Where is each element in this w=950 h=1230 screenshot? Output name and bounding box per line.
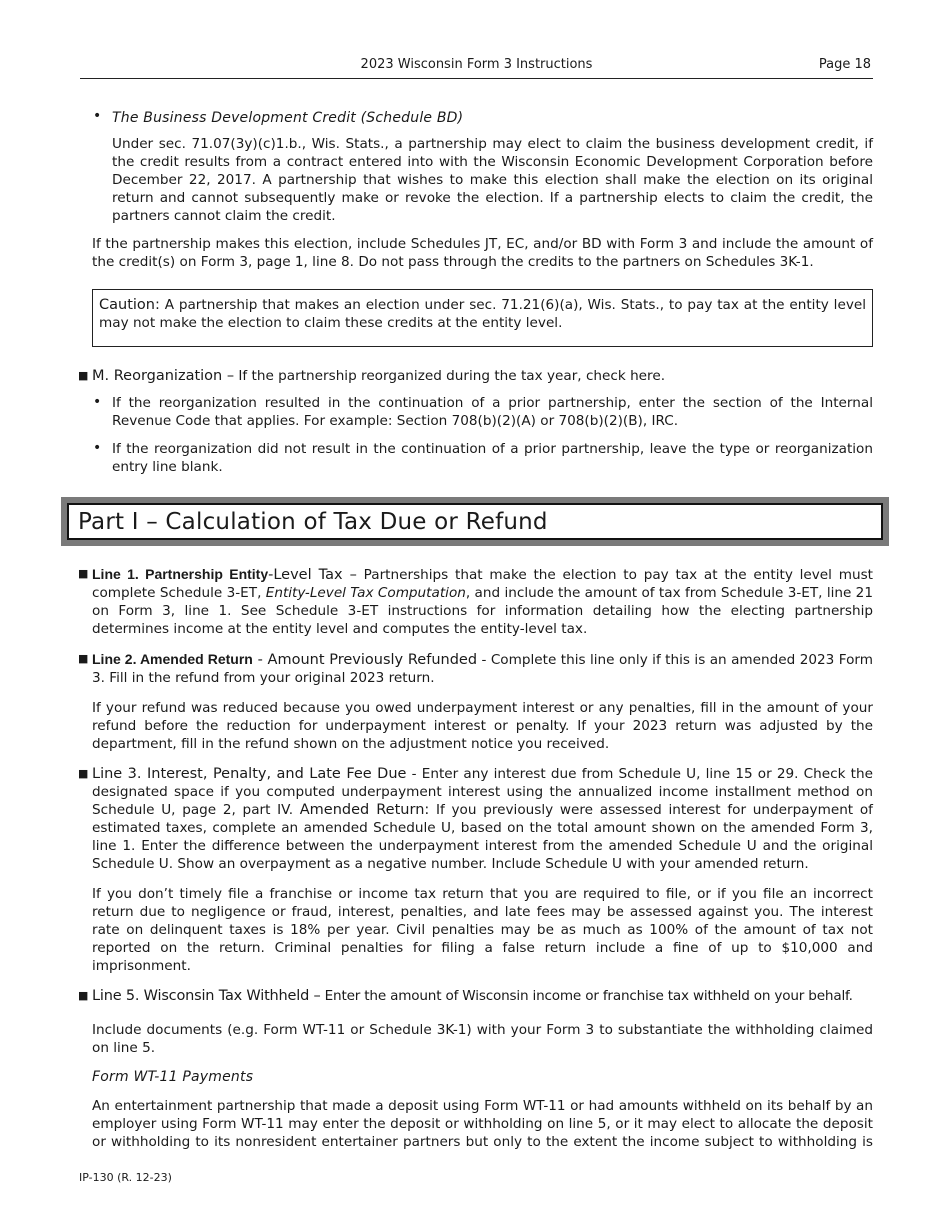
election-note: If the partnership makes this election, include Schedules JT, EC, and/or BD with Form 3 and include the amount of the credit(s) on Form 3, page 1, line 8. Do not pass through the credits to the partners on Schedules 3K-1. (92, 236, 873, 270)
line-3-text-2: If you previously were assessed interest for underpayment of estimated taxes, complete an amended Schedule U, based on the total amount shown on the amended Form 3, line 1. Enter the difference between the underpayment interest from the amended Schedule U and the original Schedule U. Show an overpayment as a negative number. Include Schedule U with your amended return. (92, 802, 873, 872)
bullet-icon: • (93, 108, 102, 124)
square-bullet-icon: ■ (78, 652, 89, 665)
page-header (80, 56, 873, 79)
line-3-text: - Enter any interest due from Schedule U, line 15 or 29. Check the designated space if you computed underpayment interest using the annualized income installment method on Schedule U, page 2, part IV. (92, 766, 873, 818)
bullet-icon: • (93, 440, 102, 456)
bd-credit-title: The Business Development Credit (Schedule BD) (112, 110, 464, 126)
line-1-item (80, 565, 873, 638)
line-1-bold-label: Line 1. Partnership Entity (92, 566, 269, 582)
part-i-section (80, 565, 873, 1151)
line-1-text-end: , and include the amount of tax from Schedule 3-ET, line 21 on Form 3, line 1. See Schedule 3-ET instructions for information detailing how the electing partnership determines income at the entity level and computes the entity-level tax. (92, 585, 873, 637)
part-i-banner (61, 497, 889, 546)
line-2-paragraph: If your refund was reduced because you owed underpayment interest or any penalties, fill in the amount of your refund before the reduction for underpayment interest or penalty. If your 2023 return was adjusted by the department, fill in the refund shown on the adjustment notice you received. (92, 700, 873, 752)
line-5-item (80, 987, 873, 1005)
part-i-heading: Part I – Calculation of Tax Due or Refund (67, 503, 883, 540)
reorganization-item (80, 367, 873, 385)
line-2-text: - Complete this line only if this is an amended 2023 Form 3. Fill in the refund from your original 2023 return. (92, 652, 873, 686)
bd-credit-bullet (80, 108, 873, 128)
reorganization-text: If the partnership reorganized during the tax year, check here. (234, 368, 666, 384)
line-5-text: Enter the amount of Wisconsin income or franchise tax withheld on your behalf. (320, 988, 853, 1004)
amended-return-label: Amended Return: (299, 802, 430, 818)
line-5-label: Line 5. Wisconsin Tax Withheld – (92, 988, 321, 1004)
square-bullet-icon: ■ (78, 369, 89, 382)
reorg-bullet-1: If the reorganization resulted in the continuation of a prior partnership, enter the section of the Internal Revenue Code that applies. For example: Section 708(b)(2)(A) or 708(b)(2)(B), IRC. (112, 395, 873, 429)
reorg-bullet-2: If the reorganization did not result in the continuation of a prior partnership, leave the type or reorganization entry line blank. (112, 441, 873, 475)
top-section (80, 108, 873, 476)
line-1-label: -Level Tax – (268, 567, 357, 583)
line-3-item (80, 765, 873, 873)
form-wt11-heading: Form WT-11 Payments (92, 1069, 254, 1085)
square-bullet-icon: ■ (78, 989, 89, 1002)
list-item (93, 394, 873, 430)
form-id-footer: IP-130 (R. 12-23) (79, 1171, 172, 1184)
caution-text: A partnership that makes an election under sec. 71.21(6)(a), Wis. Stats., to pay tax at the entity level may not make the election to claim these credits at the entity level. (99, 297, 866, 331)
list-item (93, 440, 873, 476)
line-5-paragraph: Include documents (e.g. Form WT-11 or Schedule 3K-1) with your Form 3 to substantiate the withholding claimed on line 5. (92, 1022, 873, 1056)
caution-box (92, 289, 873, 347)
square-bullet-icon: ■ (78, 767, 89, 780)
bullet-icon: • (93, 394, 102, 410)
caution-label: Caution: (99, 297, 160, 313)
square-bullet-icon: ■ (78, 567, 89, 580)
page-number: Page 18 (818, 57, 871, 72)
reorganization-bullets (80, 394, 873, 476)
bd-credit-body: Under sec. 71.07(3y)(c)1.b., Wis. Stats., a partnership may elect to claim the business development credit, if the credit results from a contract entered into with the Wisconsin Economic Development Corporation before December 22, 2017. A partnership that wishes to make this election shall make the election on its original return and cannot subsequently make or revoke the election. If a partnership elects to claim the credit, the partners cannot claim the credit. (112, 136, 873, 224)
line-1-text: Partnerships that make the election to pay tax at the entity level must complete Schedule 3-ET, (92, 567, 873, 601)
reorganization-label: M. Reorganization – (92, 368, 235, 384)
line-2-label: - Amount Previously Refunded (252, 652, 478, 668)
header-title: 2023 Wisconsin Form 3 Instructions (360, 57, 593, 72)
line-2-bold-label: Line 2. Amended Return (92, 651, 253, 667)
line-3-label: Line 3. Interest, Penalty, and Late Fee Due (92, 766, 407, 782)
line-1-italic-text: Entity-Level Tax Computation (265, 585, 466, 601)
line-3-paragraph: If you don’t timely file a franchise or income tax return that you are required to file, or if you file an incorrect return due to negligence or fraud, interest, penalties, and late fees may be assessed against you. The interest rate on delinquent taxes is 18% per year. Civil penalties may be as much as 100% of the amount of tax not reported on the return. Criminal penalties for filing a false return include a fine of up to $10,000 and imprisonment. (92, 886, 873, 974)
form-wt11-paragraph: An entertainment partnership that made a deposit using Form WT-11 or had amounts withheld on its behalf by an employer using Form WT-11 may enter the deposit or withholding on line 5, or it may elect to allocate the deposit or withholding to its nonresident entertainer partners but only to the extent the income subject to withholding is (92, 1098, 873, 1150)
line-2-item (80, 650, 873, 687)
